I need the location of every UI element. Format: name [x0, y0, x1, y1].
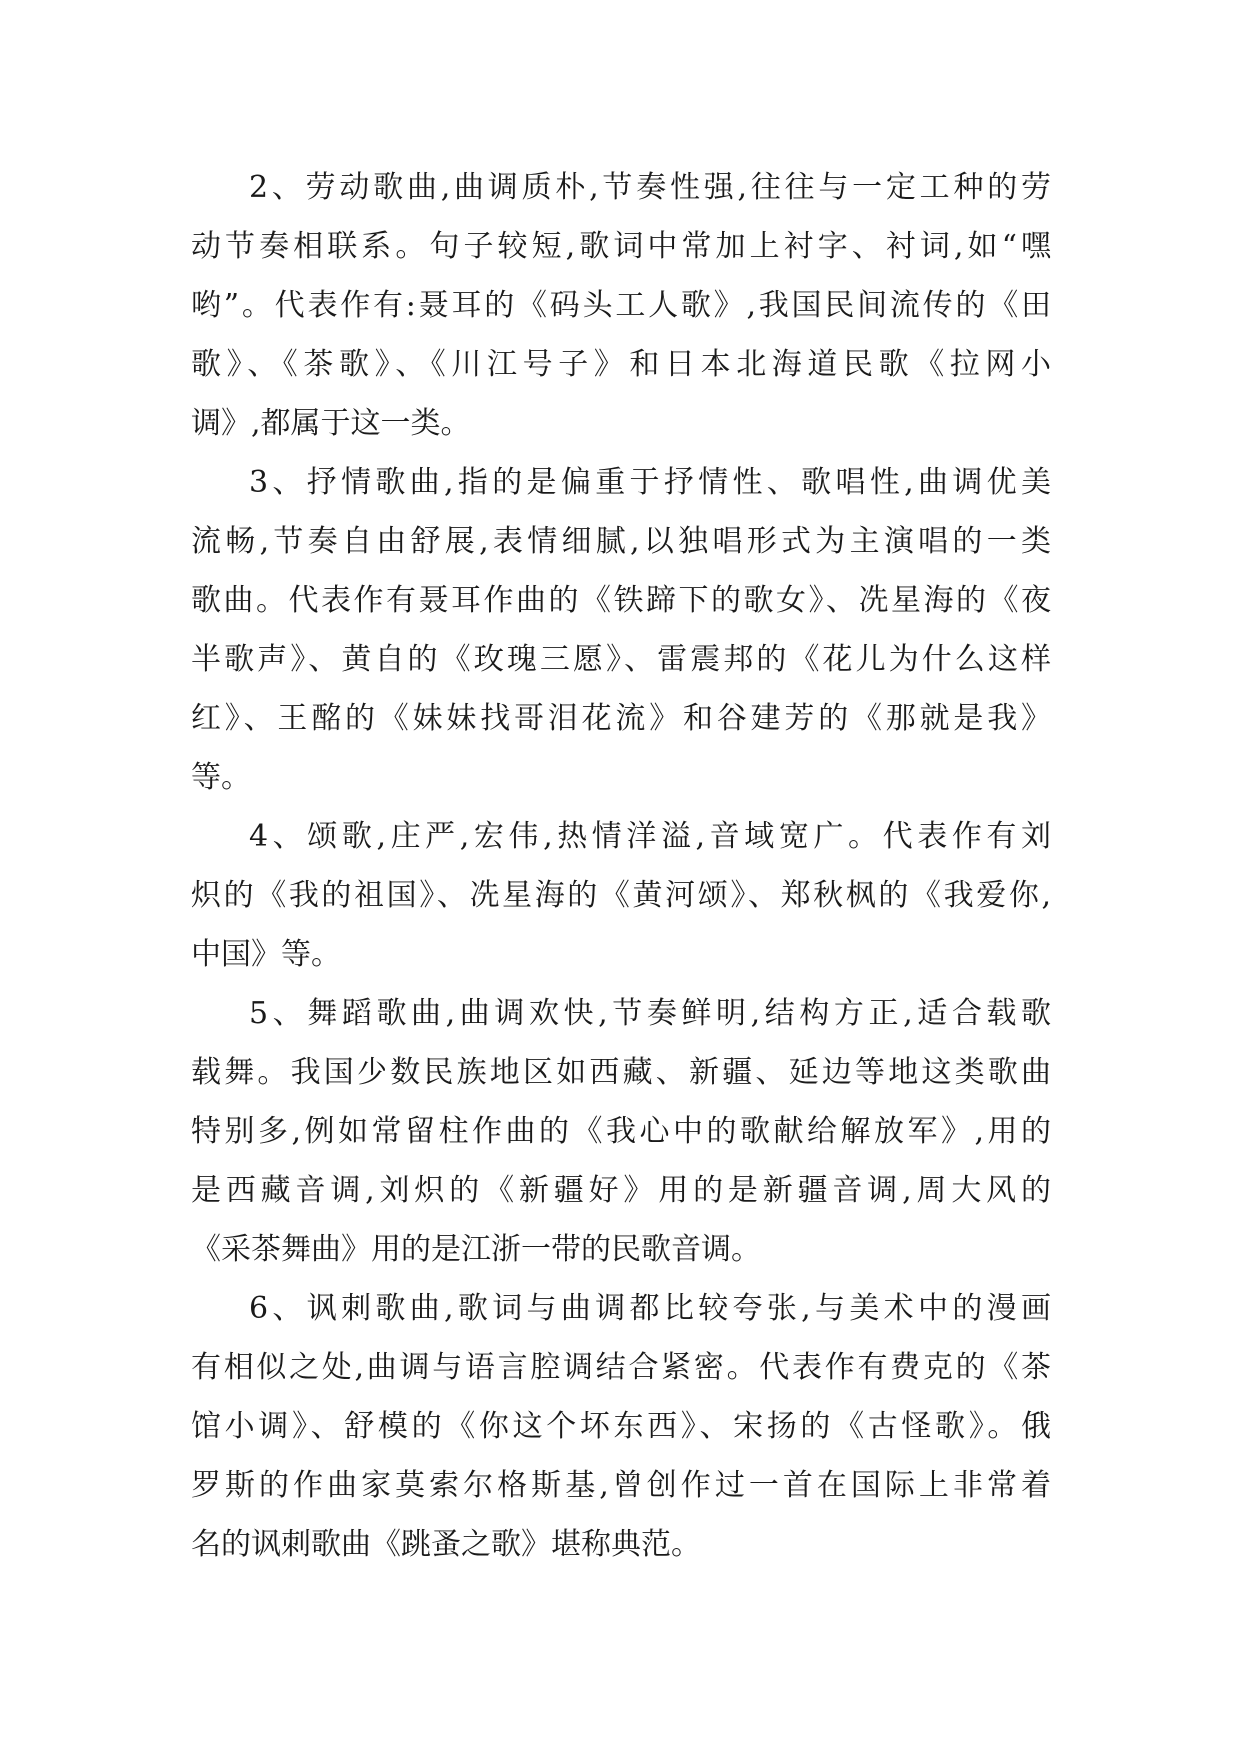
paragraph-line: 哟”。代表作有:聂耳的《码头工人歌》,我国民间流传的《田 — [191, 288, 1051, 323]
paragraph-line: 歌曲。代表作有聂耳作曲的《铁蹄下的歌女》、冼星海的《夜 — [191, 583, 1051, 618]
paragraph-line: 3、抒情歌曲,指的是偏重于抒情性、歌唱性,曲调优美 — [249, 465, 1051, 500]
paragraph-line: 5、舞蹈歌曲,曲调欢快,节奏鲜明,结构方正,适合载歌 — [249, 996, 1051, 1031]
paragraph-line: 歌》、《茶歌》、《川江号子》和日本北海道民歌《拉网小 — [191, 347, 1051, 382]
paragraph-line: 6、讽刺歌曲,歌词与曲调都比较夸张,与美术中的漫画 — [249, 1291, 1051, 1326]
paragraph-line: 馆小调》、舒模的《你这个坏东西》、宋扬的《古怪歌》。俄 — [191, 1409, 1051, 1444]
paragraph-line: 等。 — [191, 760, 251, 795]
paragraph-labor-songs — [191, 158, 1051, 453]
paragraph-line: 是西藏音调,刘炽的《新疆好》用的是新疆音调,周大风的 — [191, 1173, 1051, 1208]
paragraph-lyrical-songs — [191, 453, 1051, 807]
paragraph-dance-songs — [191, 984, 1051, 1279]
paragraph-line: 罗斯的作曲家莫索尔格斯基,曾创作过一首在国际上非常着 — [191, 1468, 1051, 1503]
paragraph-line: 调》,都属于这一类。 — [191, 406, 471, 441]
document-body — [191, 158, 1051, 1574]
paragraph-line: 炽的《我的祖国》、冼星海的《黄河颂》、郑秋枫的《我爱你, — [191, 878, 1051, 913]
paragraph-line: 流畅,节奏自由舒展,表情细腻,以独唱形式为主演唱的一类 — [191, 524, 1051, 559]
paragraph-line: 《采茶舞曲》用的是江浙一带的民歌音调。 — [191, 1232, 761, 1267]
paragraph-line: 中国》等。 — [191, 937, 341, 972]
paragraph-line: 动节奏相联系。句子较短,歌词中常加上衬字、衬词,如“嘿 — [191, 229, 1051, 264]
paragraph-line: 红》、王酩的《妹妹找哥泪花流》和谷建芳的《那就是我》 — [191, 701, 1051, 736]
paragraph-line: 半歌声》、黄自的《玫瑰三愿》、雷震邦的《花儿为什么这样 — [191, 642, 1051, 677]
paragraph-line: 有相似之处,曲调与语言腔调结合紧密。代表作有费克的《茶 — [191, 1350, 1051, 1385]
paragraph-satirical-songs — [191, 1279, 1051, 1574]
paragraph-line: 特别多,例如常留柱作曲的《我心中的歌献给解放军》,用的 — [191, 1114, 1051, 1149]
paragraph-odes — [191, 807, 1051, 984]
paragraph-line: 名的讽刺歌曲《跳蚤之歌》堪称典范。 — [191, 1527, 701, 1562]
paragraph-line: 4、颂歌,庄严,宏伟,热情洋溢,音域宽广。代表作有刘 — [249, 819, 1051, 854]
paragraph-line: 2、劳动歌曲,曲调质朴,节奏性强,往往与一定工种的劳 — [249, 170, 1051, 205]
paragraph-line: 载舞。我国少数民族地区如西藏、新疆、延边等地这类歌曲 — [191, 1055, 1051, 1090]
